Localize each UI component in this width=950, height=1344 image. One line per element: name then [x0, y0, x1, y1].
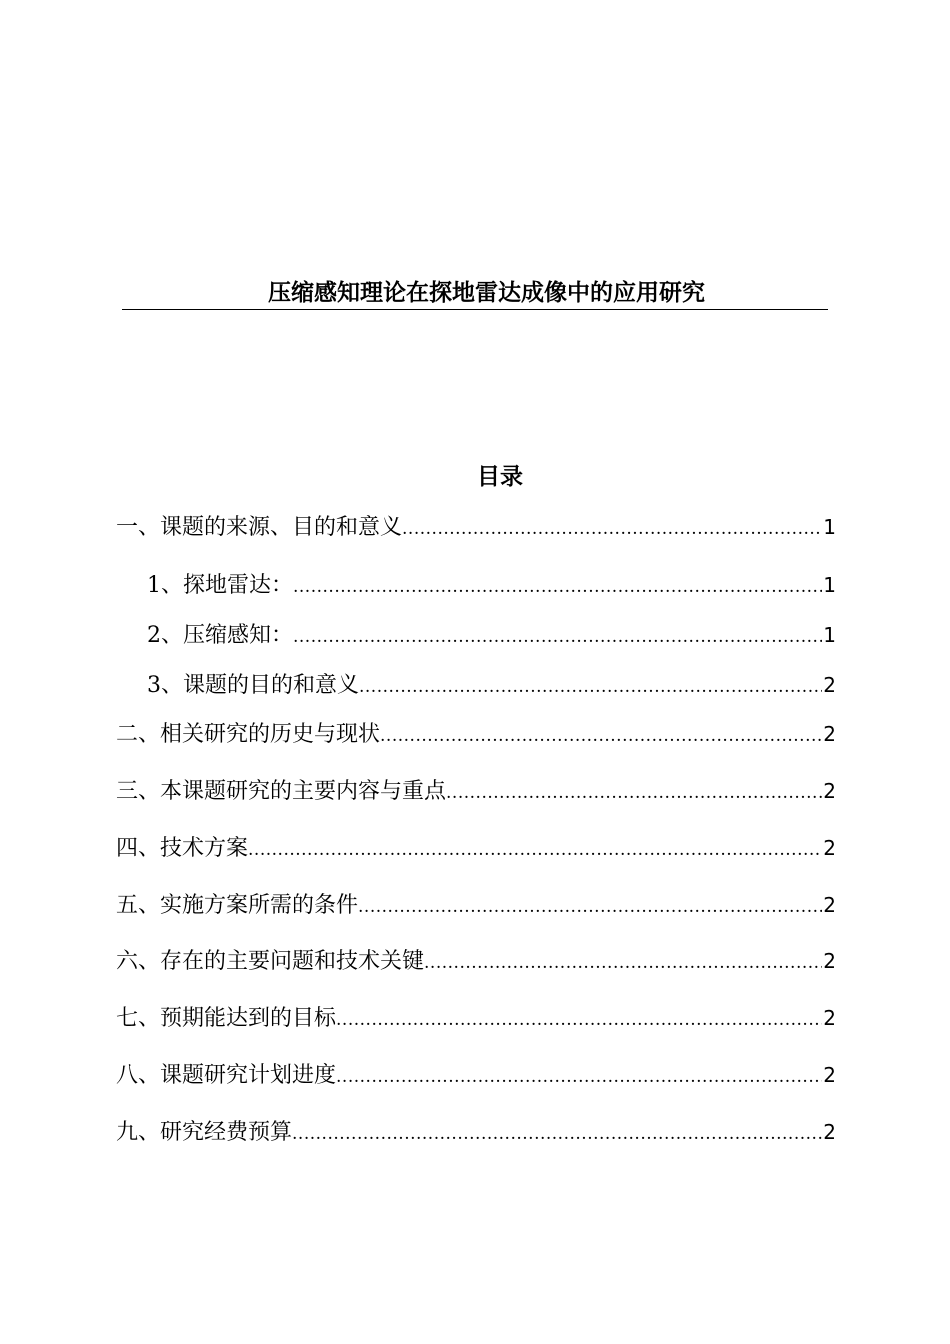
toc-entry-label: 四、技术方案 — [116, 836, 249, 861]
toc-entry-1-1[interactable] — [147, 570, 836, 600]
toc-entry-8[interactable] — [116, 1060, 836, 1090]
toc-entry-label: 九、研究经费预算 — [116, 1120, 293, 1145]
toc-page-number: 1 — [823, 515, 836, 539]
toc-leader-dots — [446, 778, 822, 808]
toc-entry-9[interactable] — [116, 1117, 836, 1147]
toc-entry-1[interactable] — [116, 512, 836, 542]
toc-entry-label: 二、相关研究的历史与现状 — [116, 722, 381, 747]
toc-leader-dots — [336, 1062, 822, 1092]
toc-leader-dots — [292, 1119, 822, 1149]
toc-entry-label: 1、探地雷达： — [147, 573, 293, 598]
toc-entry-2[interactable] — [116, 719, 836, 749]
toc-leader-dots — [358, 892, 822, 922]
toc-entry-label: 七、预期能达到的目标 — [116, 1006, 337, 1031]
toc-leader-dots — [336, 1005, 822, 1035]
toc-leader-dots — [359, 672, 822, 702]
toc-page-number: 2 — [823, 673, 836, 697]
toc-entry-1-3[interactable] — [147, 670, 836, 700]
toc-leader-dots — [293, 572, 822, 602]
toc-entry-5[interactable] — [116, 890, 836, 920]
document-title — [122, 278, 828, 310]
toc-entry-6[interactable] — [116, 946, 836, 976]
toc-entry-4[interactable] — [116, 833, 836, 863]
toc-entry-label: 八、课题研究计划进度 — [116, 1063, 337, 1088]
toc-entry-3[interactable] — [116, 776, 836, 806]
document-title-text: 压缩感知理论在探地雷达成像中的应用研究 — [268, 280, 705, 306]
toc-entry-label: 三、本课题研究的主要内容与重点 — [116, 779, 447, 804]
toc-heading: 目录 — [477, 464, 523, 490]
toc-page-number: 2 — [823, 779, 836, 803]
toc-entry-7[interactable] — [116, 1003, 836, 1033]
toc-entry-label: 3、课题的目的和意义 — [147, 673, 359, 698]
toc-page-number: 2 — [823, 1006, 836, 1030]
toc-leader-dots — [402, 514, 822, 544]
toc-leader-dots — [424, 948, 822, 978]
toc-leader-dots — [293, 622, 822, 652]
toc-page-number: 2 — [823, 1120, 836, 1144]
toc-page-number: 2 — [823, 1063, 836, 1087]
toc-entry-label: 2、压缩感知： — [147, 623, 293, 648]
toc-page-number: 1 — [823, 573, 836, 597]
toc-page-number: 2 — [823, 949, 836, 973]
toc-leader-dots — [380, 721, 822, 751]
toc-leader-dots — [248, 835, 822, 865]
toc-page-number: 2 — [823, 836, 836, 860]
toc-entry-label: 一、课题的来源、目的和意义 — [116, 515, 403, 540]
toc-entry-label: 六、存在的主要问题和技术关键 — [116, 949, 425, 974]
toc-page-number: 1 — [823, 623, 836, 647]
toc-page-number: 2 — [823, 722, 836, 746]
toc-page-number: 2 — [823, 893, 836, 917]
toc-entry-1-2[interactable] — [147, 620, 836, 650]
toc-entry-label: 五、实施方案所需的条件 — [116, 893, 359, 918]
